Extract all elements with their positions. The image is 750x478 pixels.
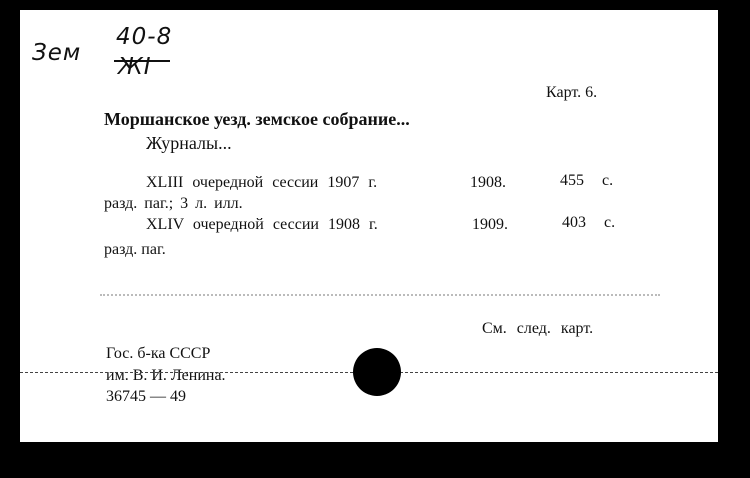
catalog-card [20,10,718,442]
card-number: Карт. 6. [546,84,598,101]
entry-1-details: разд. паг.; 3 л. илл. [104,195,243,212]
handwritten-prefix: Зем [32,40,82,66]
see-next-card: См. след. карт. [482,320,594,337]
handwritten-denominator: ЖІ [118,54,152,80]
entry-1-description: XLIII очередной сессии 1907 г. [146,174,378,191]
library-dedication: им. В. И. Ленина. [106,367,226,384]
punch-hole [353,348,401,396]
dotted-guide-line [100,294,660,297]
card-author: Моршанское уезд. земское собрание... [104,109,410,129]
entry-2-pages: 403 с. [562,214,616,231]
entry-2-description: XLIV очередной сессии 1908 г. [146,216,378,233]
entry-2-year: 1909. [472,216,508,233]
library-number: 36745 — 49 [106,388,186,405]
entry-2-details: разд. паг. [104,241,166,258]
entry-1-pages: 455 с. [560,172,614,189]
handwritten-numerator: 40-8 [116,24,173,50]
card-title: Журналы... [146,133,232,153]
entry-1-year: 1908. [470,174,506,191]
library-name: Гос. б-ка СССР [106,345,211,362]
